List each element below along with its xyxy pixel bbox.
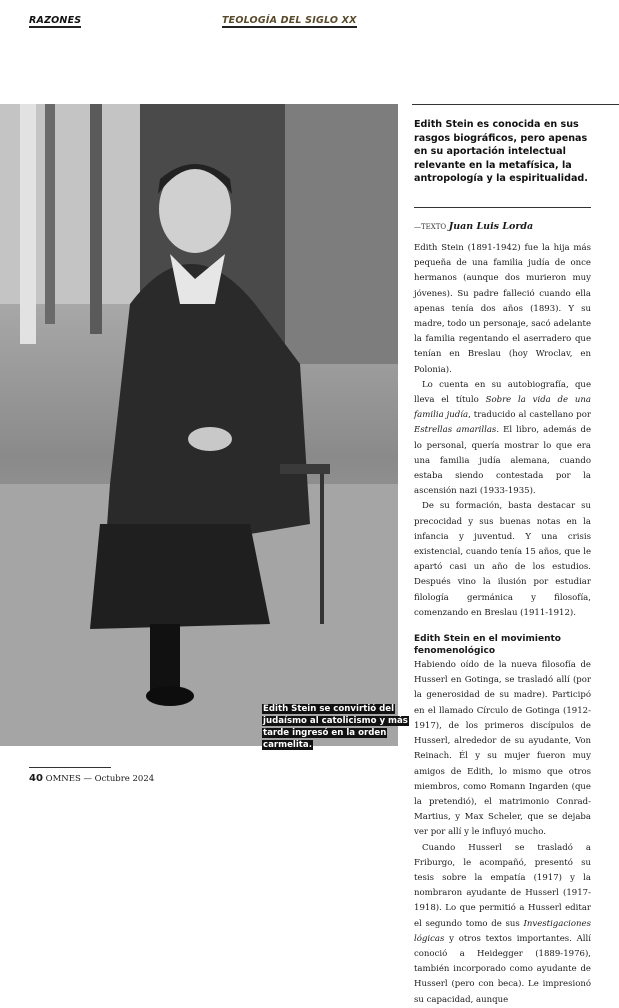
byline-label: —TEXTO: [414, 223, 447, 231]
topic-label: TEOLOGÍA DEL SIGLO XX: [222, 15, 357, 26]
page-footer: [29, 773, 154, 784]
byline-rule: [414, 207, 591, 208]
paragraph: [414, 841, 591, 1008]
text: y otros textos importantes. Allí conoció a Heidegger (1889-1976), también incorporado como ayudante de Husserl (pero con beca). Le impresionó su capacidad, aunque: [414, 933, 591, 1005]
book-title: Estrellas amarillas: [414, 425, 497, 436]
caption-text: Edith Stein se convirtió del judaísmo al catolicismo y más tarde ingresó en la orden carmelita.: [263, 704, 408, 750]
lead-paragraph: Edith Stein es conocida en sus rasgos biográficos, pero apenas en su aportación intelectual relevante en la metafísica, la antropología y la espiritualidad.: [414, 119, 588, 184]
book-title: Sobre la vida de una familia judía: [414, 395, 591, 421]
text: . El libro, además de lo personal, quería mostrar lo que era una familia judía alemana, cuando estaba siendo contestada por la ascensión nazi (1933-1935).: [414, 425, 591, 497]
book-title: Investigaciones lógicas: [414, 918, 591, 944]
portrait-photo: [0, 104, 398, 746]
top-rule: [412, 104, 619, 105]
article-body: [414, 241, 591, 1008]
footer-rule: [29, 767, 111, 768]
byline: [414, 221, 533, 232]
publication-name: OMNES —: [45, 774, 92, 784]
text: Lo cuenta en su autobiografía, que lleva el título: [414, 379, 591, 406]
paragraph: [414, 378, 591, 500]
section-label: RAZONES: [29, 15, 82, 26]
page-number: 40: [29, 773, 43, 784]
paragraph: Edith Stein (1891-1942) fue la hija más pequeña de una familia judía de once hermanos (aunque dos murieron muy jóvenes). Su padre falleció cuando ella apenas tenía dos años (1893). Y su madre, todo un personaje, sacó adelante la familia regentando el aserradero que tenían en Breslau (hoy Wroclav, en Polonia).: [414, 243, 591, 375]
paragraph: Habiendo oído de la nueva filosofía de Husserl en Gotinga, se trasladó allí (por la generosidad de su madre). Participó en el llamado Círculo de Gotinga (1912-1917), de los primeros discípulos de Husserl, alrededor de su ayudante, Von Reinach. Él y su mujer fueron muy amigos de Edith, lo mismo que otros miembros, como Romann Ingarden (que la pretendió), el matrimonio Conrad-Martius, y Max Scheler, que se dejaba ver por allí y le influyó mucho.: [414, 660, 591, 838]
section-heading: Edith Stein en el movimiento fenomenológico: [414, 634, 561, 657]
text: Cuando Husserl se trasladó a Friburgo, le acompañó, presentó su tesis sobre la empatía (1917) y la nombraron ayudante de Husserl (1917-1918). Lo que permitió a Husserl editar el segundo tomo de sus: [414, 842, 591, 929]
issue-date: Octubre 2024: [94, 774, 155, 784]
paragraph: De su formación, basta destacar su precocidad y sus buenas notas en la infancia y juventud. Y una crisis existencial, cuando tenía 15 años, que le apartó casi un año de los estudios. Después vino la ilusión por estudiar filología germánica y filosofía, comenzando en Breslau (1911-1912).: [414, 501, 591, 618]
text: , traducido al castellano por: [468, 410, 591, 421]
author-name: Juan Luis Lorda: [448, 221, 534, 232]
photo-caption: [262, 703, 412, 751]
